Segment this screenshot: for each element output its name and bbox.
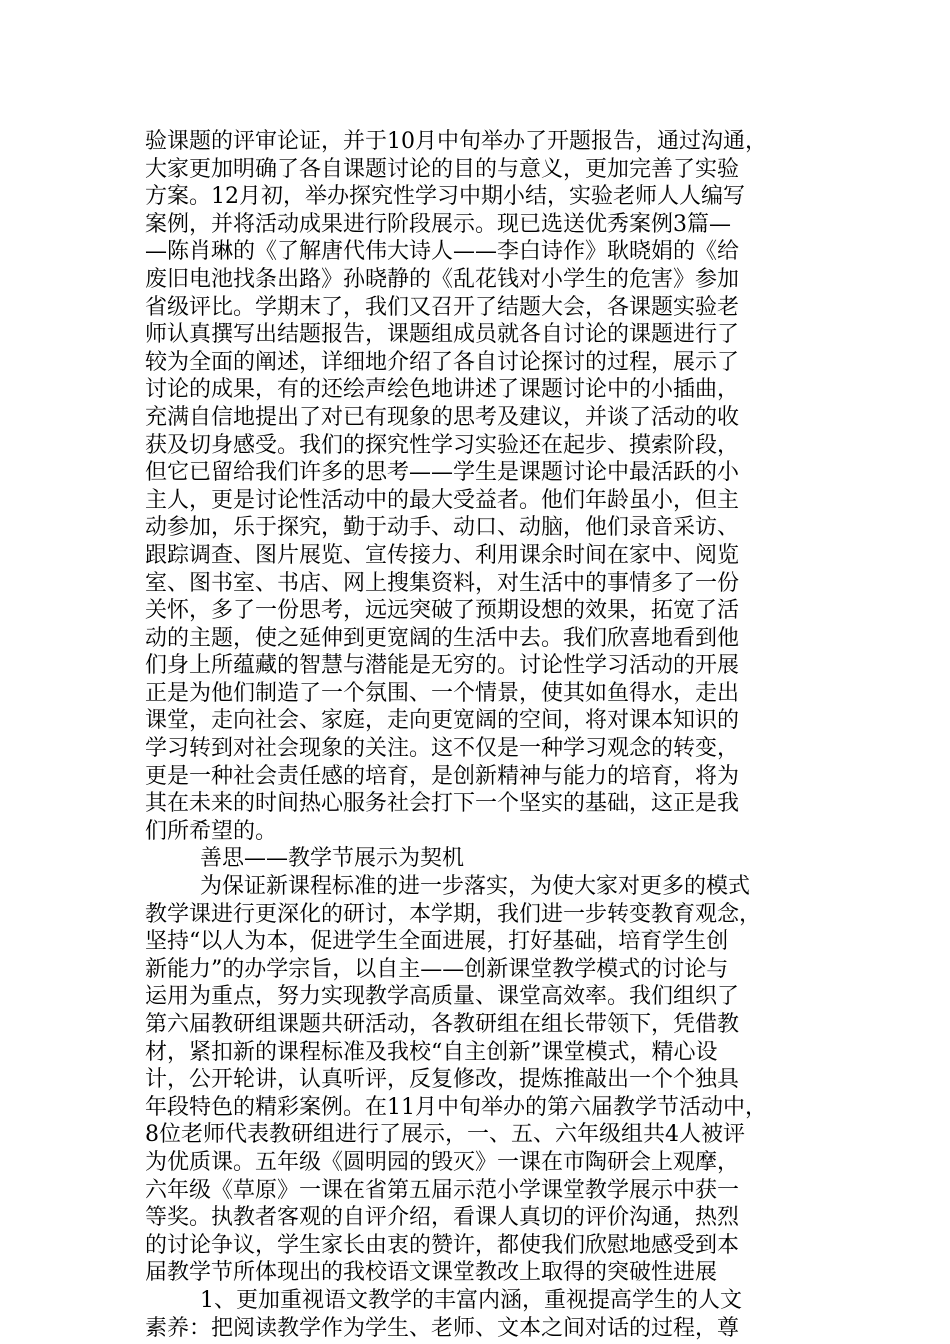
text-line: 师认真撰写出结题报告，课题组成员就各自讨论的课题进行了 bbox=[145, 322, 740, 348]
text-line: 运用为重点，努力实现教学高质量、课堂高效率。我们组织了 bbox=[145, 984, 740, 1010]
text-line: 届教学节所体现出的我校语文课堂教改上取得的突破性进展 bbox=[145, 1260, 718, 1286]
text-line: 更是一种社会责任感的培育，是创新精神与能力的培育，将为 bbox=[145, 763, 740, 789]
text-line: 材，紧扣新的课程标准及我校“自主创新”课堂模式，精心设 bbox=[145, 1039, 718, 1065]
text-line: 废旧电池找条出路》孙晓静的《乱花钱对小学生的危害》参加 bbox=[145, 266, 740, 292]
text-line: 验课题的评审论证，并于10月中旬举办了开题报告，通过沟通， bbox=[145, 129, 767, 154]
text-line: 为优质课。五年级《圆明园的毁灭》一课在市陶研会上观摩， bbox=[145, 1149, 740, 1175]
text-line: 动的主题，使之延伸到更宽阔的生活中去。我们欣喜地看到他 bbox=[145, 625, 740, 651]
text-line: 较为全面的阐述，详细地介绍了各自讨论探讨的过程，展示了 bbox=[145, 349, 740, 375]
text-line: 8位老师代表教研组进行了展示，一、五、六年级组共4人被评 bbox=[145, 1122, 745, 1148]
text-line: 室、图书室、书店、网上搜集资料，对生活中的事情多了一份 bbox=[145, 570, 740, 596]
text-line: 教学课进行更深化的研讨，本学期，我们进一步转变教育观念， bbox=[145, 901, 762, 927]
text-line: 主人，更是讨论性活动中的最大受益者。他们年龄虽小，但主 bbox=[145, 487, 740, 513]
text-line: 的讨论争议，学生家长由衷的赞许，都使我们欣慰地感受到本 bbox=[145, 1232, 740, 1258]
text-line: 跟踪调查、图片展览、宣传接力、利用课余时间在家中、阅览 bbox=[145, 542, 740, 568]
text-line: —陈肖琳的《了解唐代伟大诗人——李白诗作》耿晓娟的《给 bbox=[145, 239, 740, 265]
text-line: 课堂，走向社会、家庭，走向更宽阔的空间，将对课本知识的 bbox=[145, 708, 740, 734]
paragraph-start-line: 1、更加重视语文教学的丰富内涵，重视提高学生的人文 bbox=[200, 1287, 742, 1313]
text-line: 获及切身感受。我们的探究性学习实验还在起步、摸索阶段， bbox=[145, 432, 740, 458]
text-line: 第六届教研组课题共研活动，各教研组在组长带领下，凭借教 bbox=[145, 1012, 740, 1037]
text-line: 省级评比。学期末了，我们又召开了结题大会，各课题实验老 bbox=[145, 294, 740, 320]
text-line: 动参加，乐于探究，勤于动手、动口、动脑，他们录音采访、 bbox=[145, 515, 740, 541]
text-line: 讨论的成果，有的还绘声绘色地讲述了课题讨论中的小插曲， bbox=[145, 377, 740, 403]
text-line: 但它已留给我们许多的思考——学生是课题讨论中最活跃的小 bbox=[145, 460, 740, 486]
text-line: 们所希望的。 bbox=[145, 818, 278, 844]
text-line: 案例，并将活动成果进行阶段展示。现已选送优秀案例3篇— bbox=[145, 211, 731, 237]
paragraph-start-line: 为保证新课程标准的进一步落实，为使大家对更多的模式 bbox=[200, 874, 751, 900]
text-line: 坚持“以人为本，促进学生全面进展，打好基础，培育学生创 bbox=[145, 929, 729, 955]
text-line: 大家更加明确了各自课题讨论的目的与意义，更加完善了实验 bbox=[145, 156, 740, 182]
text-line: 学习转到对社会现象的关注。这不仅是一种学习观念的转变， bbox=[145, 736, 740, 762]
text-line: 方案。12月初，举办探究性学习中期小结，实验老师人人编写 bbox=[145, 184, 745, 210]
paragraph-start-line: 善思——教学节展示为契机 bbox=[200, 846, 465, 872]
text-line: 们身上所蕴藏的智慧与潜能是无穷的。讨论性学习活动的开展 bbox=[145, 653, 740, 679]
document-body bbox=[145, 128, 825, 1342]
text-line: 等奖。执教者客观的自评介绍，看课人真切的评价沟通，热烈 bbox=[145, 1205, 740, 1231]
text-line: 正是为他们制造了一个氛围、一个情景，使其如鱼得水，走出 bbox=[145, 680, 740, 706]
text-line: 关怀，多了一份思考，远远突破了预期设想的效果，拓宽了活 bbox=[145, 598, 740, 624]
text-line: 计，公开轮讲，认真听评，反复修改，提炼推敲出一个个独具 bbox=[145, 1067, 740, 1093]
text-line: 年段特色的精彩案例。在11月中旬举办的第六届教学节活动中， bbox=[145, 1094, 767, 1120]
text-line: 新能力”的办学宗旨，以自主——创新课堂教学模式的讨论与 bbox=[145, 956, 729, 982]
text-line: 其在未来的时间热心服务社会打下一个坚实的基础，这正是我 bbox=[145, 791, 740, 817]
text-line: 充满自信地提出了对已有现象的思考及建议，并谈了活动的收 bbox=[145, 404, 740, 430]
text-line: 素养：把阅读教学作为学生、老师、文本之间对话的过程，尊 bbox=[145, 1315, 740, 1341]
text-line: 六年级《草原》一课在省第五届示范小学课堂教学展示中获一 bbox=[145, 1177, 740, 1203]
